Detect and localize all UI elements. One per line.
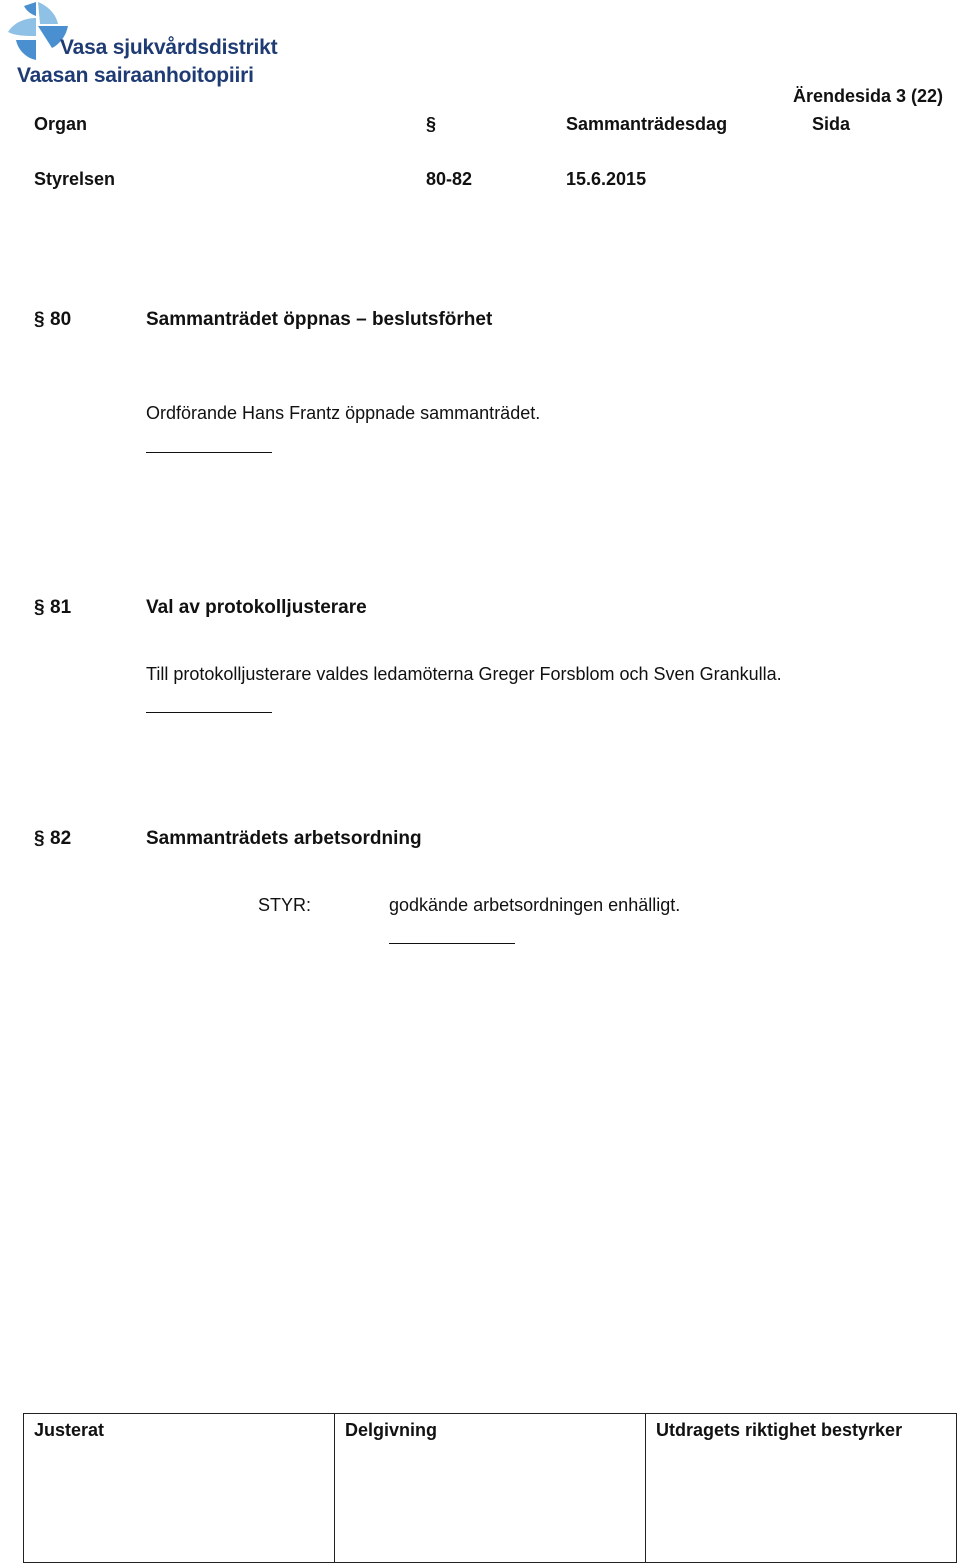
section-number: 82 xyxy=(50,828,72,849)
section-title: Val av protokolljusterare xyxy=(146,597,367,618)
section-label: § xyxy=(426,114,437,134)
meeting-date-value: 15.6.2015 xyxy=(566,169,647,189)
section-number: 80 xyxy=(50,309,72,330)
organ-label: Organ xyxy=(34,114,88,134)
section-text: Till protokolljusterare valdes ledamöterna Greger Forsblom och Sven Grankulla. xyxy=(146,664,782,684)
decision-label: STYR: xyxy=(258,895,312,915)
logo-name-finnish: Vaasan sairaanhoitopiiri xyxy=(17,64,254,87)
delgivning-cell xyxy=(335,1414,646,1562)
section-end-rule xyxy=(146,712,272,713)
section-end-rule xyxy=(389,943,515,944)
page-label: Sida xyxy=(812,114,851,134)
justerat-cell xyxy=(24,1414,335,1562)
hospital-district-logo-icon xyxy=(4,0,68,64)
section-symbol: § xyxy=(34,828,45,849)
logo-name-swedish: Vasa sjukvårdsdistrikt xyxy=(60,36,278,59)
section-title: Sammanträdet öppnas – beslutsförhet xyxy=(146,309,493,330)
decision-text: godkände arbetsordningen enhälligt. xyxy=(389,895,681,915)
justerat-label: Justerat xyxy=(34,1420,105,1440)
certification-cell xyxy=(646,1414,956,1562)
page-reference: Ärendesida 3 (22) xyxy=(793,86,944,106)
section-end-rule xyxy=(146,452,272,453)
certification-label: Utdragets riktighet bestyrker xyxy=(656,1420,903,1440)
section-title: Sammanträdets arbetsordning xyxy=(146,828,422,849)
signature-table xyxy=(23,1413,957,1563)
section-symbol: § xyxy=(34,309,45,330)
meeting-date-label: Sammanträdesdag xyxy=(566,114,728,134)
section-number: 81 xyxy=(50,597,72,618)
organ-value: Styrelsen xyxy=(34,169,116,189)
delgivning-label: Delgivning xyxy=(345,1420,438,1440)
section-value: 80-82 xyxy=(426,169,473,189)
section-symbol: § xyxy=(34,597,45,618)
section-text: Ordförande Hans Frantz öppnade sammanträdet. xyxy=(146,403,541,423)
